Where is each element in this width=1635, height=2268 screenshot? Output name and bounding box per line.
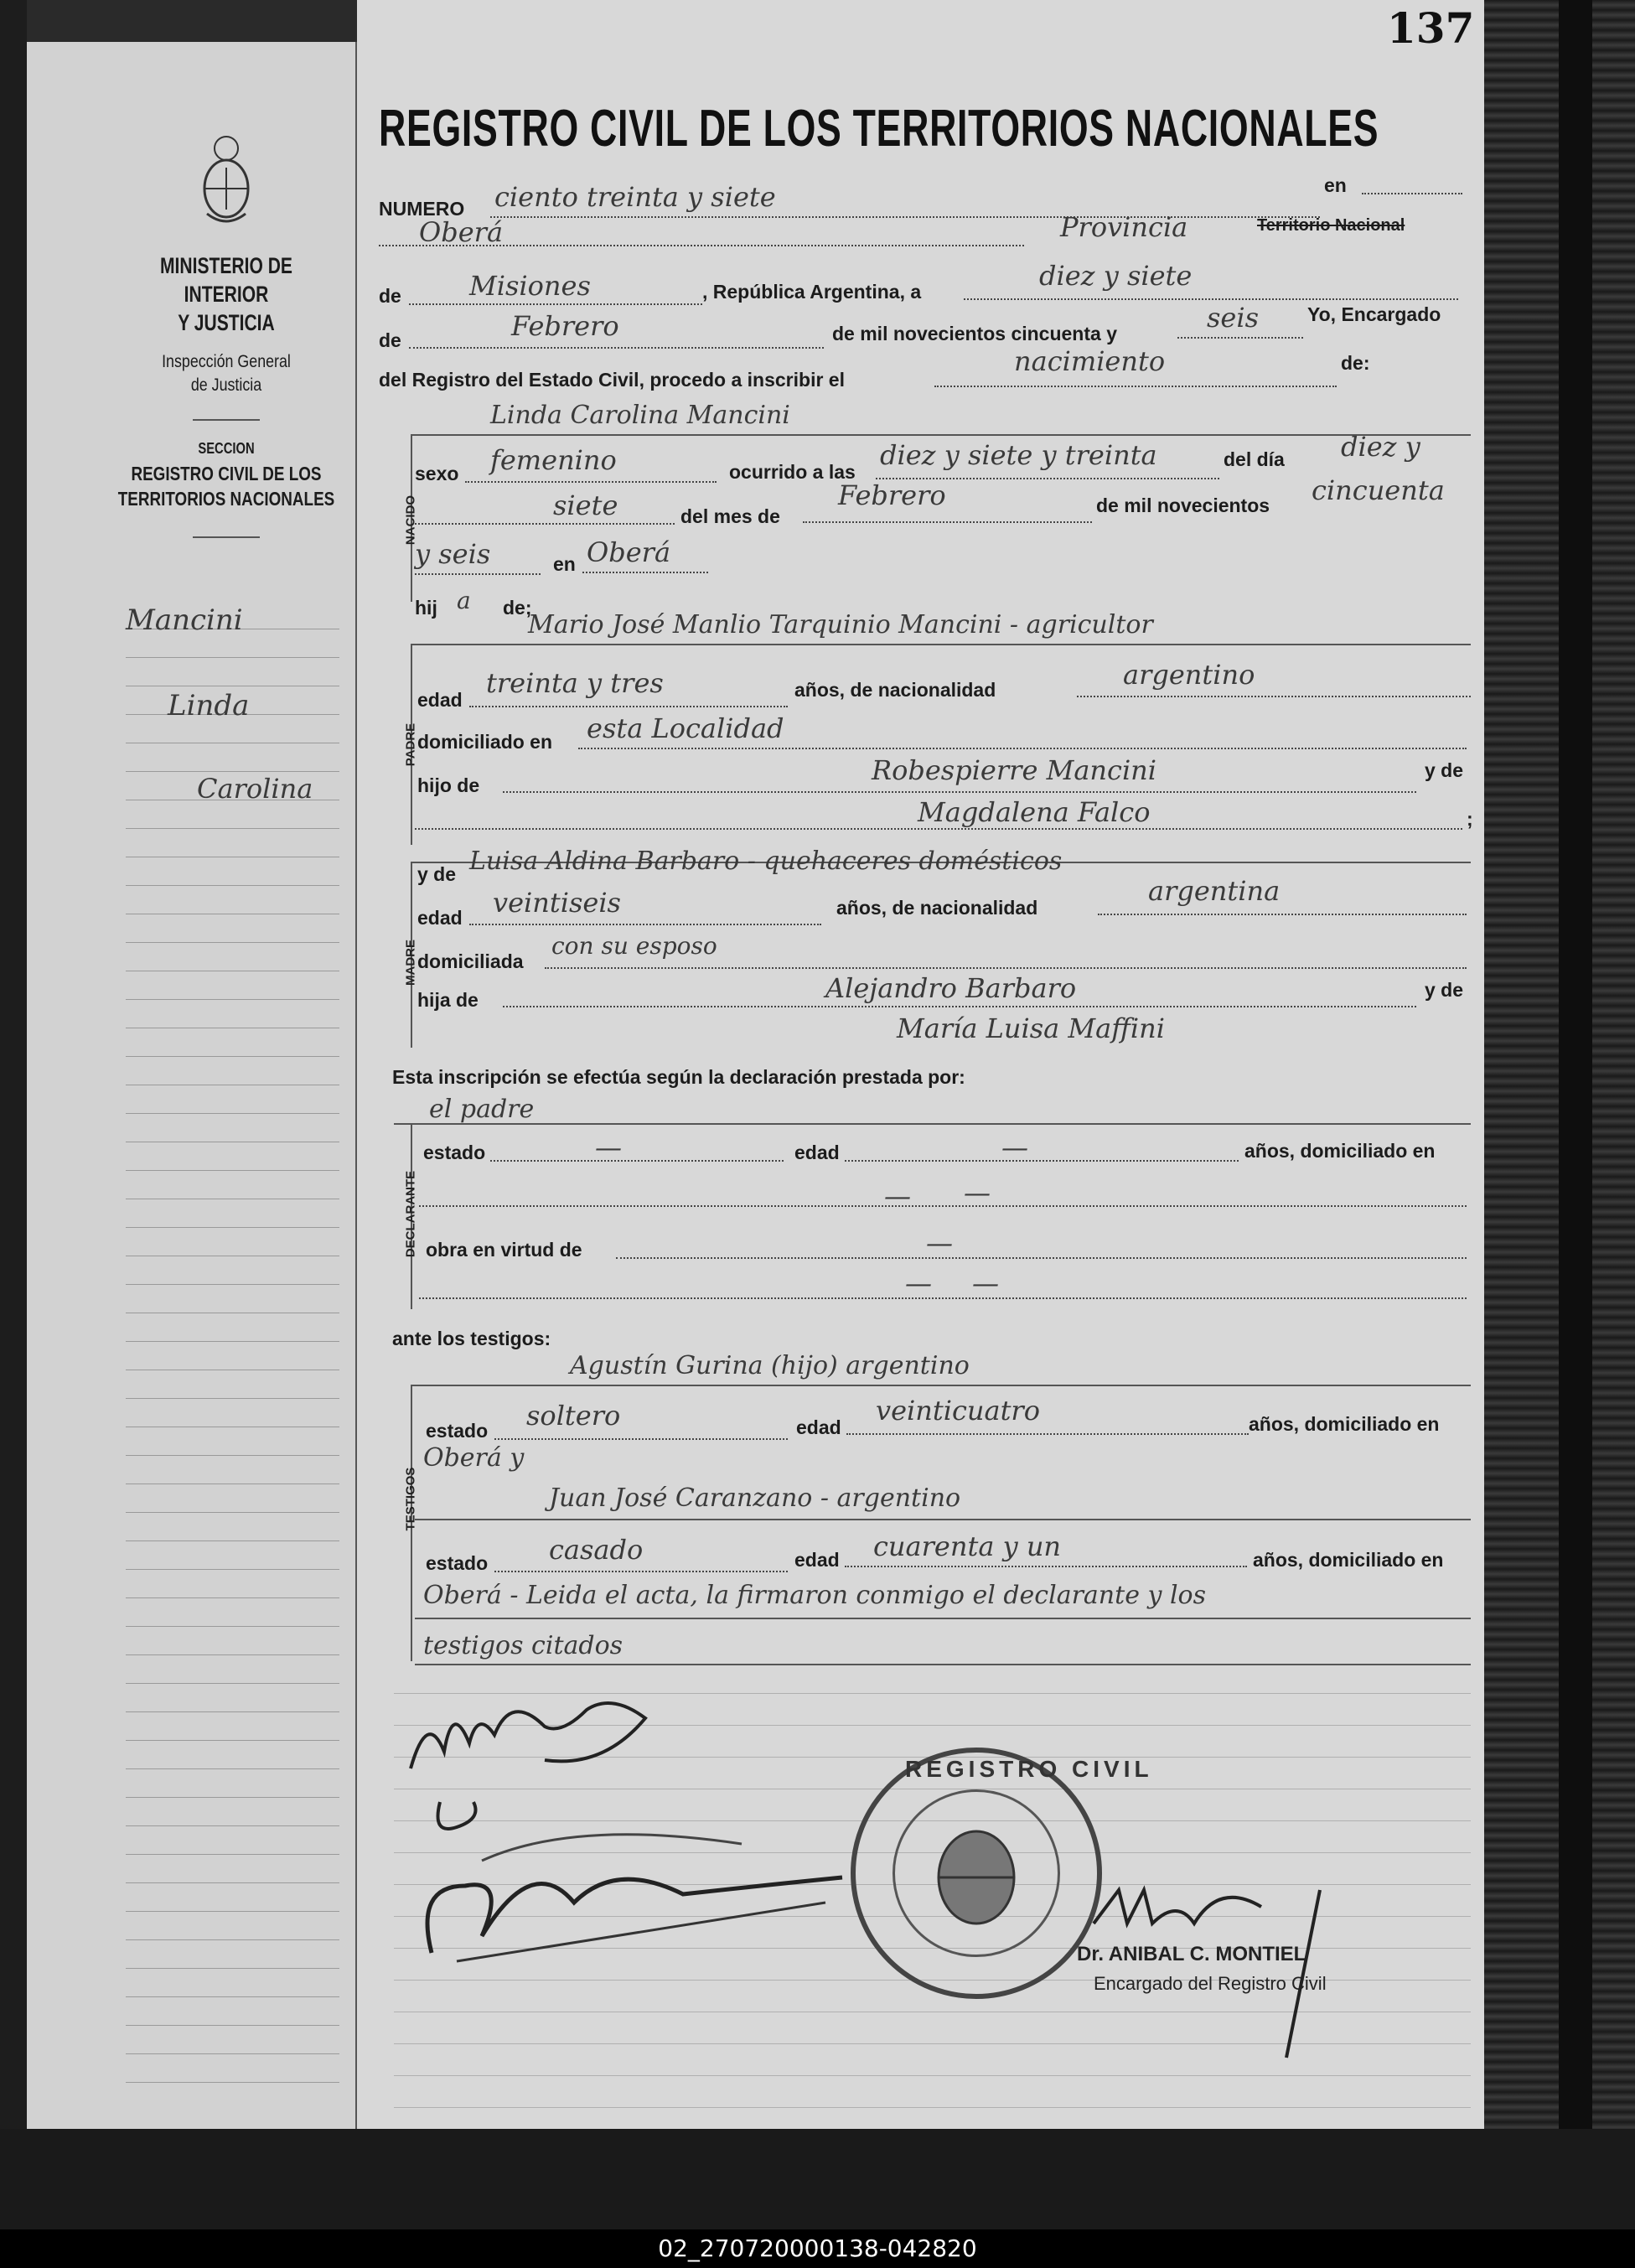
stub-rule-line xyxy=(126,1455,339,1456)
image-caption: 02_270720000138-042820 xyxy=(0,2229,1635,2268)
label-nacido: NACIDO xyxy=(403,495,418,546)
stub-rule-line xyxy=(126,1341,339,1342)
rule xyxy=(411,644,1471,645)
value-provincia: Misiones xyxy=(469,270,591,302)
value-lugar-nac: Oberá xyxy=(587,536,671,568)
stamp-emblem-icon xyxy=(922,1823,1031,1932)
label-yo: Yo, Encargado xyxy=(1307,303,1441,325)
officer-role: Encargado del Registro Civil xyxy=(1094,1973,1327,1994)
value-dom-madre: con su esposo xyxy=(551,932,717,960)
value-abuelo-m: Alejandro Barbaro xyxy=(825,972,1077,1004)
dotted-line xyxy=(415,573,541,575)
dotted-line xyxy=(616,1257,1467,1259)
label-anos-nac: años, de nacionalidad xyxy=(794,679,996,701)
dotted-line xyxy=(409,303,702,305)
dotted-line xyxy=(419,1297,1467,1299)
stub-rule-line xyxy=(126,1626,339,1627)
value-dash-2: — xyxy=(1001,1131,1028,1163)
label-estado-t2: estado xyxy=(426,1552,489,1574)
label-semicolon: ; xyxy=(1467,808,1473,830)
value-edad-t1: veinticuatro xyxy=(876,1395,1040,1427)
label-madre: MADRE xyxy=(403,940,418,986)
dotted-line xyxy=(846,1433,1249,1435)
dotted-line xyxy=(415,523,675,525)
value-abuelo-p: Robespierre Mancini xyxy=(872,754,1157,786)
value-dom-padre: esta Localidad xyxy=(587,712,784,744)
stub-rule-line xyxy=(126,999,339,1000)
dotted-line xyxy=(503,1006,1416,1007)
stub-rule-line xyxy=(126,1113,339,1114)
label-anos-dom-t2: años, domiciliado en xyxy=(1253,1549,1444,1571)
rule xyxy=(415,1664,1471,1665)
label-de: de xyxy=(379,285,401,307)
label-hij: hij xyxy=(415,597,437,619)
value-edad-padre: treinta y tres xyxy=(486,667,664,699)
value-dash-7: — xyxy=(972,1267,999,1299)
signature-officer xyxy=(1077,1873,1353,2066)
value-provincia-label: Provincia xyxy=(1060,211,1188,243)
value-padre: Mario José Manlio Tarquinio Mancini - agricultor xyxy=(528,610,1153,639)
value-testigo-1: Agustín Gurina (hijo) argentino xyxy=(570,1351,970,1380)
value-nac-padre: argentino xyxy=(1123,659,1255,691)
value-dash-1: — xyxy=(595,1131,622,1163)
value-cierre: Oberá - Leida el acta, la firmaron conmigo el declarante y los xyxy=(423,1581,1207,1610)
label-declarante: DECLARANTE xyxy=(403,1170,418,1258)
label-republica: , República Argentina, a xyxy=(702,281,922,303)
value-sufijo: a xyxy=(457,587,471,614)
label-y-de-3: y de xyxy=(1425,979,1464,1001)
dotted-line xyxy=(409,347,824,349)
stub-rule-line xyxy=(126,2082,339,2083)
label-ocurrido: ocurrido a las xyxy=(729,461,856,483)
value-dash-4: — xyxy=(964,1177,991,1209)
value-numero: ciento treinta y siete xyxy=(494,181,776,213)
stub-rule-line xyxy=(126,1768,339,1769)
label-numero: NUMERO xyxy=(379,198,465,220)
label-en: en xyxy=(1324,174,1347,196)
label-anos-dom: años, domiciliado en xyxy=(1244,1140,1436,1162)
value-nombre: Linda Carolina Mancini xyxy=(490,401,790,430)
value-dash-5: — xyxy=(926,1227,953,1259)
stub-rule-line xyxy=(126,1512,339,1513)
rule xyxy=(415,1519,1471,1520)
stub-rule-line xyxy=(126,1854,339,1855)
dotted-line xyxy=(1098,914,1467,915)
stub-divider-2 xyxy=(193,536,260,538)
label-estado-d: estado xyxy=(423,1142,486,1163)
label-hijo-de: hijo de xyxy=(417,774,480,796)
value-edad-t2: cuarenta y un xyxy=(873,1530,1062,1562)
officer-name: Dr. ANIBAL C. MONTIEL xyxy=(1077,1943,1306,1965)
value-acto: nacimiento xyxy=(1014,345,1166,377)
book-edge xyxy=(0,0,27,2229)
stub-rule-line xyxy=(126,1654,339,1655)
value-cierre-2: testigos citados xyxy=(423,1631,623,1660)
dotted-line xyxy=(578,748,1467,749)
dotted-line xyxy=(494,1438,788,1440)
value-abuela-m: María Luisa Maffini xyxy=(897,1012,1165,1044)
stub-rule-line xyxy=(126,942,339,943)
rule xyxy=(394,1123,1471,1125)
stub-rule-line xyxy=(126,1597,339,1598)
stub-rule-line xyxy=(126,1569,339,1570)
label-de-colon: de: xyxy=(1341,352,1370,374)
label-del-registro: del Registro del Estado Civil, procedo a inscribir el xyxy=(379,369,845,391)
label-del-dia: del día xyxy=(1224,448,1285,470)
dotted-line xyxy=(1362,193,1462,194)
label-y-de: y de xyxy=(1425,759,1464,781)
stub-rule-line xyxy=(126,2053,339,2054)
value-abuela-p: Magdalena Falco xyxy=(918,796,1151,828)
stamp-text: REGISTRO CIVIL xyxy=(905,1756,1153,1782)
label-hija-de: hija de xyxy=(417,989,479,1011)
value-dom-t1: Oberá y xyxy=(423,1443,525,1473)
value-anio: seis xyxy=(1207,302,1260,334)
dotted-line xyxy=(503,791,1416,793)
value-edad-madre: veintiseis xyxy=(493,887,621,919)
value-mes: Febrero xyxy=(511,310,619,342)
label-en-nac: en xyxy=(553,553,576,575)
signature-2 xyxy=(406,1785,876,1970)
dotted-line xyxy=(845,1566,1247,1567)
label-y-de-2: y de xyxy=(417,863,457,885)
stub-rule-line xyxy=(126,1540,339,1541)
stub-rule-line xyxy=(126,771,339,772)
label-anos-nac-2: años, de nacionalidad xyxy=(836,897,1038,919)
stub-rule-line xyxy=(126,1939,339,1940)
dotted-line xyxy=(419,1205,1467,1207)
label-domiciliado: domiciliado en xyxy=(417,731,553,753)
label-sexo: sexo xyxy=(415,463,459,484)
stub-rule-line xyxy=(126,1398,339,1399)
label-territorio-struck: Territorio Nacional xyxy=(1257,216,1405,235)
value-declarante: el padre xyxy=(429,1095,535,1124)
label-testigos: TESTIGOS xyxy=(403,1467,418,1531)
stub-divider xyxy=(193,419,260,421)
stub-rule-line xyxy=(126,2025,339,2026)
stub-rule-line xyxy=(126,1711,339,1712)
label-mil: de mil novecientos cincuenta y xyxy=(832,323,1117,344)
value-dia: diez y siete xyxy=(1039,260,1193,292)
coat-of-arms-icon xyxy=(197,130,256,230)
value-estado-t2: casado xyxy=(549,1534,644,1566)
label-esta-inscripcion: Esta inscripción se efectúa según la declaración prestada por: xyxy=(392,1066,965,1088)
stub-name-2: Carolina xyxy=(197,773,313,805)
page-rule-line xyxy=(394,2107,1471,2108)
stub-rule-line xyxy=(126,1797,339,1798)
binder-strip xyxy=(1559,0,1592,2229)
dotted-line xyxy=(803,521,1092,523)
dotted-line xyxy=(1077,696,1471,697)
bottom-gap xyxy=(0,2129,1635,2229)
value-dash-3: — xyxy=(884,1180,911,1212)
stub-inspection: Inspección General de Justicia xyxy=(162,352,291,395)
dotted-line xyxy=(845,1160,1239,1162)
stub-ministry: MINISTERIO DE INTERIOR Y JUSTICIA xyxy=(160,253,292,335)
stub-rule-line xyxy=(126,1683,339,1684)
value-dash-6: — xyxy=(905,1267,932,1299)
dotted-line xyxy=(490,1160,784,1162)
label-del-mes: del mes de xyxy=(680,505,780,527)
dotted-line xyxy=(934,386,1337,387)
stub-rule-line xyxy=(126,885,339,886)
label-edad-madre: edad xyxy=(417,907,463,929)
rule xyxy=(411,434,1471,436)
signature-1 xyxy=(394,1676,662,1785)
label-edad-padre: edad xyxy=(417,689,463,711)
dotted-line xyxy=(494,1571,788,1572)
page-number: 137 xyxy=(1387,3,1475,53)
value-hora: diez y siete y treinta xyxy=(880,439,1157,471)
rule xyxy=(411,1385,1471,1386)
rule xyxy=(415,1618,1471,1619)
label-padre: PADRE xyxy=(403,722,418,767)
label-mil-2: de mil novecientos xyxy=(1096,495,1270,516)
stub-rule-line xyxy=(126,1968,339,1969)
stub-rule-line xyxy=(126,828,339,829)
value-dia-nac: diez y xyxy=(1341,431,1420,463)
dotted-line xyxy=(490,216,1320,218)
value-testigo-2: Juan José Caranzano - argentino xyxy=(549,1484,961,1513)
label-domiciliada: domiciliada xyxy=(417,950,524,972)
value-dia-nac-2: siete xyxy=(553,489,618,521)
value-nac-madre: argentina xyxy=(1148,875,1281,907)
stub-rule-line xyxy=(126,1882,339,1883)
label-edad-d: edad xyxy=(794,1142,840,1163)
stub-rule-line xyxy=(126,1911,339,1912)
stub-rule-line xyxy=(126,1170,339,1171)
label-de-2: de xyxy=(379,329,401,351)
stub-rule-line xyxy=(126,1227,339,1228)
value-anio-nac: cincuenta xyxy=(1312,474,1445,506)
value-estado-t1: soltero xyxy=(526,1400,621,1432)
stub-rule-line xyxy=(126,1825,339,1826)
label-estado-t1: estado xyxy=(426,1420,489,1442)
dotted-line xyxy=(1177,337,1303,339)
stub-surname: Mancini xyxy=(126,603,243,637)
stub-rule-line xyxy=(126,1996,339,1997)
stub-rule-line xyxy=(126,1056,339,1057)
dotted-line xyxy=(964,298,1458,300)
label-ante: ante los testigos: xyxy=(392,1328,551,1349)
dotted-line xyxy=(415,828,1462,830)
page-rule-line xyxy=(394,2075,1471,2076)
label-obra: obra en virtud de xyxy=(426,1239,582,1261)
label-anos-dom-t1: años, domiciliado en xyxy=(1249,1413,1440,1435)
stub-section: SECCION REGISTRO CIVIL DE LOS TERRITORIOS NACIONALES xyxy=(117,440,335,510)
dotted-line xyxy=(582,572,708,573)
value-mes-nac: Febrero xyxy=(838,479,946,511)
label-edad-t1: edad xyxy=(796,1416,841,1438)
stub-rule-line xyxy=(126,657,339,658)
dotted-line xyxy=(465,481,717,483)
value-sexo: femenino xyxy=(490,444,617,476)
value-lugar: Oberá xyxy=(419,216,504,248)
dotted-line xyxy=(469,706,788,707)
dotted-line xyxy=(545,967,1467,969)
document-title: REGISTRO CIVIL DE LOS TERRITORIOS NACIONALES xyxy=(379,100,1379,158)
dotted-line xyxy=(469,924,821,925)
stub-rule-line xyxy=(126,1740,339,1741)
label-edad-t2: edad xyxy=(794,1549,840,1571)
stub-name-1: Linda xyxy=(168,689,250,722)
value-madre: Luisa Aldina Barbaro - quehaceres domésticos xyxy=(469,847,1063,876)
stub-rule-line xyxy=(126,1284,339,1285)
value-anio-nac-2: y seis xyxy=(415,538,491,570)
label-de-3: de; xyxy=(503,597,532,619)
